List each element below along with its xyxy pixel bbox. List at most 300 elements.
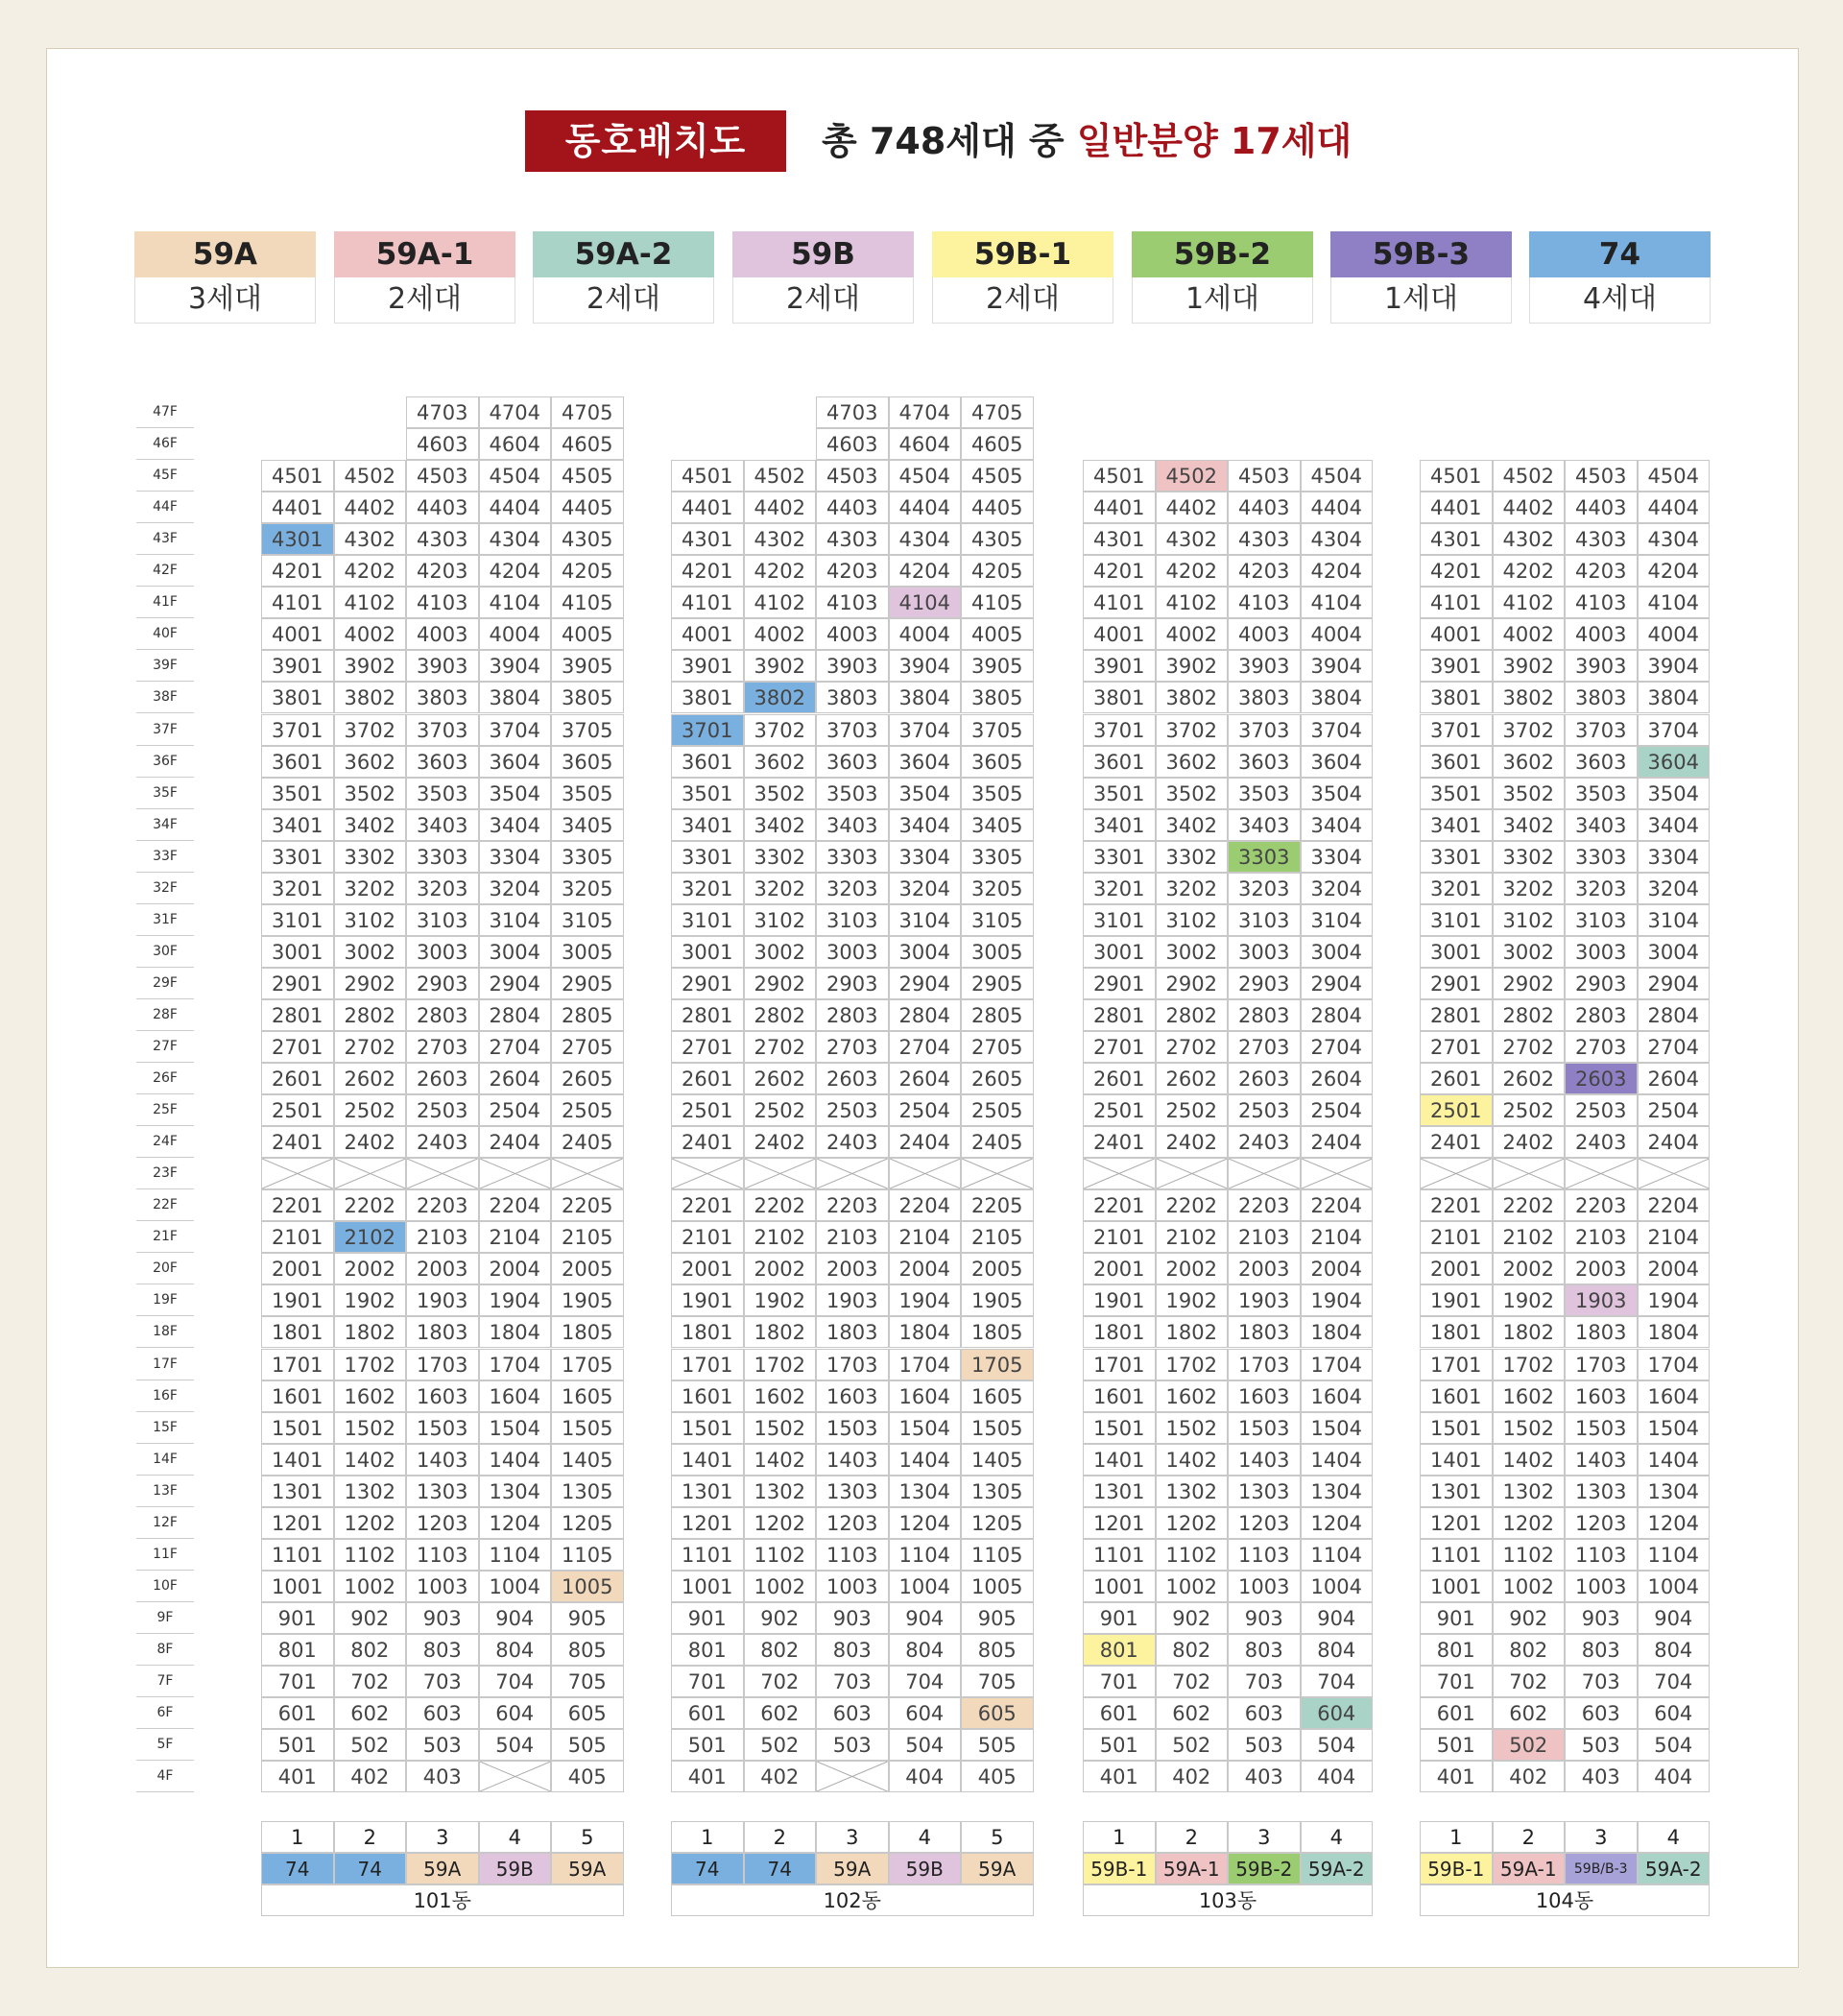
line-number: 1 [1083, 1821, 1156, 1853]
unit-cell: 3302 [334, 841, 407, 873]
unit-cell: 3201 [1420, 873, 1493, 904]
unit-cell: 4402 [334, 492, 407, 523]
unit-cell: 2403 [1228, 1126, 1301, 1158]
sale-unit-cell: 2603 [1565, 1063, 1638, 1094]
unit-cell: 3501 [1420, 778, 1493, 809]
empty-unit-cell [479, 1761, 552, 1792]
unit-cell: 2003 [1565, 1253, 1638, 1284]
unit-cell: 3102 [1493, 904, 1566, 936]
line-type: 59B [889, 1853, 962, 1884]
unit-cell: 403 [1565, 1761, 1638, 1792]
empty-unit-cell [816, 1158, 889, 1189]
unit-cell: 902 [1493, 1602, 1566, 1634]
unit-cell: 2402 [744, 1126, 817, 1158]
unit-cell: 1202 [334, 1507, 407, 1539]
unit-cell: 2905 [551, 968, 624, 999]
unit-cell: 3605 [551, 746, 624, 778]
floor-label: 23F [136, 1158, 194, 1189]
unit-cell: 3001 [1420, 936, 1493, 968]
unit-cell: 1601 [1420, 1380, 1493, 1412]
unit-cell: 801 [261, 1634, 334, 1666]
unit-cell: 1901 [261, 1284, 334, 1316]
unit-cell: 4103 [406, 587, 479, 618]
unit-cell: 1702 [1493, 1349, 1566, 1380]
unit-cell: 2003 [1228, 1253, 1301, 1284]
unit-cell: 1604 [889, 1380, 962, 1412]
unit-cell: 2202 [1156, 1189, 1229, 1221]
unit-cell: 3104 [479, 904, 552, 936]
unit-cell: 2501 [671, 1094, 744, 1126]
unit-cell: 703 [1565, 1666, 1638, 1697]
unit-cell: 3703 [406, 714, 479, 746]
unit-cell: 1602 [1493, 1380, 1566, 1412]
unit-cell: 4501 [1083, 460, 1156, 492]
unit-cell: 401 [261, 1761, 334, 1792]
legend-item-74 [1529, 231, 1711, 324]
unit-cell: 1904 [889, 1284, 962, 1316]
unit-cell: 4103 [816, 587, 889, 618]
unit-cell: 1501 [261, 1412, 334, 1444]
unit-cell: 2004 [889, 1253, 962, 1284]
unit-cell: 3204 [1638, 873, 1711, 904]
unit-cell: 4101 [1083, 587, 1156, 618]
unit-cell: 3301 [1420, 841, 1493, 873]
unit-cell: 601 [261, 1697, 334, 1729]
unit-cell: 1203 [816, 1507, 889, 1539]
unit-cell: 904 [1301, 1602, 1374, 1634]
unit-cell: 2502 [334, 1094, 407, 1126]
unit-cell: 603 [1228, 1697, 1301, 1729]
unit-cell: 2701 [261, 1031, 334, 1063]
floor-label: 41F [136, 587, 194, 618]
floor-label: 4F [136, 1761, 194, 1792]
legend-count-label: 4세대 [1529, 277, 1711, 324]
unit-cell: 4001 [671, 618, 744, 650]
unit-cell: 1302 [334, 1476, 407, 1507]
floor-label: 33F [136, 841, 194, 873]
unit-cell: 705 [551, 1666, 624, 1697]
unit-cell: 1502 [744, 1412, 817, 1444]
unit-cell: 905 [961, 1602, 1034, 1634]
unit-cell: 3004 [479, 936, 552, 968]
unit-cell: 2602 [334, 1063, 407, 1094]
unit-cell: 3604 [1301, 746, 1374, 778]
unit-cell: 4403 [816, 492, 889, 523]
unit-cell: 4203 [816, 555, 889, 587]
unit-cell: 1104 [479, 1539, 552, 1571]
unit-cell: 2701 [671, 1031, 744, 1063]
unit-cell: 603 [1565, 1697, 1638, 1729]
unit-cell: 3901 [671, 650, 744, 682]
unit-cell: 704 [1301, 1666, 1374, 1697]
unit-cell: 503 [1228, 1729, 1301, 1761]
unit-cell: 3701 [1420, 714, 1493, 746]
unit-cell: 3202 [334, 873, 407, 904]
unit-cell: 2505 [961, 1094, 1034, 1126]
unit-cell: 1503 [1228, 1412, 1301, 1444]
unit-cell: 604 [479, 1697, 552, 1729]
unit-cell: 504 [479, 1729, 552, 1761]
unit-cell: 3603 [816, 746, 889, 778]
unit-cell: 1802 [334, 1316, 407, 1348]
unit-cell: 2101 [671, 1221, 744, 1253]
unit-cell: 1303 [406, 1476, 479, 1507]
unit-cell: 1403 [406, 1444, 479, 1476]
unit-cell: 4001 [261, 618, 334, 650]
unit-cell: 703 [406, 1666, 479, 1697]
unit-cell: 1804 [479, 1316, 552, 1348]
unit-cell: 4303 [1228, 523, 1301, 555]
line-type: 59B-1 [1083, 1853, 1156, 1884]
unit-cell: 1704 [479, 1349, 552, 1380]
unit-cell: 1202 [744, 1507, 817, 1539]
unit-cell: 903 [1565, 1602, 1638, 1634]
unit-cell: 3001 [671, 936, 744, 968]
unit-cell: 4404 [889, 492, 962, 523]
unit-cell: 3303 [816, 841, 889, 873]
unit-cell: 1204 [889, 1507, 962, 1539]
unit-cell: 3601 [1083, 746, 1156, 778]
unit-cell: 1504 [889, 1412, 962, 1444]
unit-cell: 2904 [889, 968, 962, 999]
unit-cell: 1401 [671, 1444, 744, 1476]
unit-cell: 3801 [261, 682, 334, 713]
floor-label: 34F [136, 809, 194, 841]
unit-cell: 3003 [1228, 936, 1301, 968]
unit-cell: 1105 [551, 1539, 624, 1571]
floor-label: 35F [136, 778, 194, 809]
unit-cell: 2201 [1420, 1189, 1493, 1221]
unit-cell: 701 [671, 1666, 744, 1697]
unit-cell: 4003 [1565, 618, 1638, 650]
unit-cell: 1901 [1083, 1284, 1156, 1316]
unit-cell: 1902 [744, 1284, 817, 1316]
unit-cell: 4604 [479, 428, 552, 460]
unit-cell: 3803 [1228, 682, 1301, 713]
unit-cell: 4704 [889, 396, 962, 428]
unit-cell: 4504 [479, 460, 552, 492]
unit-cell: 4203 [1228, 555, 1301, 587]
unit-cell: 3303 [1565, 841, 1638, 873]
unit-cell: 1702 [1156, 1349, 1229, 1380]
empty-unit-cell [1638, 1158, 1711, 1189]
sale-unit-cell: 502 [1493, 1729, 1566, 1761]
unit-cell: 2002 [334, 1253, 407, 1284]
unit-cell: 3601 [671, 746, 744, 778]
unit-cell: 4101 [1420, 587, 1493, 618]
unit-cell: 2003 [406, 1253, 479, 1284]
floor-label: 10F [136, 1571, 194, 1602]
unit-cell: 3902 [1493, 650, 1566, 682]
unit-cell: 2005 [551, 1253, 624, 1284]
unit-cell: 2101 [1083, 1221, 1156, 1253]
unit-cell: 2901 [1420, 968, 1493, 999]
unit-cell: 2605 [551, 1063, 624, 1094]
unit-cell: 1401 [261, 1444, 334, 1476]
unit-cell: 3101 [1420, 904, 1493, 936]
unit-cell: 701 [261, 1666, 334, 1697]
unit-cell: 3504 [889, 778, 962, 809]
unit-cell: 3701 [1083, 714, 1156, 746]
unit-cell: 2803 [406, 999, 479, 1031]
unit-cell: 4403 [1228, 492, 1301, 523]
unit-cell: 1002 [334, 1571, 407, 1602]
unit-cell: 4102 [334, 587, 407, 618]
unit-cell: 1602 [334, 1380, 407, 1412]
unit-cell: 2703 [1228, 1031, 1301, 1063]
unit-cell: 4102 [1493, 587, 1566, 618]
unit-cell: 2101 [1420, 1221, 1493, 1253]
unit-cell: 3904 [479, 650, 552, 682]
unit-cell: 2801 [261, 999, 334, 1031]
unit-cell: 3603 [1228, 746, 1301, 778]
unit-cell: 3001 [1083, 936, 1156, 968]
unit-cell: 4203 [1565, 555, 1638, 587]
unit-cell: 2002 [744, 1253, 817, 1284]
line-number: 4 [479, 1821, 552, 1853]
unit-cell: 4204 [889, 555, 962, 587]
unit-cell: 2004 [1301, 1253, 1374, 1284]
unit-cell: 2704 [1301, 1031, 1374, 1063]
floor-label: 22F [136, 1189, 194, 1221]
unit-cell: 2502 [744, 1094, 817, 1126]
legend-count-label: 3세대 [134, 277, 316, 324]
unit-cell: 1304 [889, 1476, 962, 1507]
unit-cell: 903 [816, 1602, 889, 1634]
unit-cell: 3605 [961, 746, 1034, 778]
unit-cell: 2001 [1420, 1253, 1493, 1284]
legend-type-label: 74 [1529, 231, 1711, 277]
unit-cell: 1903 [1228, 1284, 1301, 1316]
unit-cell: 1903 [816, 1284, 889, 1316]
unit-cell: 3002 [1493, 936, 1566, 968]
unit-cell: 2801 [1420, 999, 1493, 1031]
legend-type-label: 59B-1 [932, 231, 1113, 277]
unit-cell: 4501 [261, 460, 334, 492]
unit-cell: 4004 [479, 618, 552, 650]
unit-cell: 402 [1156, 1761, 1229, 1792]
unit-cell: 2704 [889, 1031, 962, 1063]
unit-cell: 1504 [1301, 1412, 1374, 1444]
unit-cell: 3503 [1565, 778, 1638, 809]
unit-cell: 2604 [479, 1063, 552, 1094]
unit-cell: 2902 [334, 968, 407, 999]
unit-cell: 702 [1156, 1666, 1229, 1697]
sale-unit-cell: 604 [1301, 1697, 1374, 1729]
unit-cell: 3901 [1420, 650, 1493, 682]
unit-cell: 2204 [889, 1189, 962, 1221]
unit-cell: 804 [479, 1634, 552, 1666]
building-name: 102동 [671, 1884, 1034, 1916]
unit-cell: 1104 [889, 1539, 962, 1571]
sale-unit-cell: 2501 [1420, 1094, 1493, 1126]
unit-cell: 4704 [479, 396, 552, 428]
unit-cell: 803 [1565, 1634, 1638, 1666]
unit-cell: 2603 [406, 1063, 479, 1094]
unit-cell: 3804 [1301, 682, 1374, 713]
unit-cell: 2501 [261, 1094, 334, 1126]
unit-cell: 1303 [1228, 1476, 1301, 1507]
unit-cell: 2604 [1638, 1063, 1711, 1094]
unit-cell: 4302 [1156, 523, 1229, 555]
line-type: 59B-1 [1420, 1853, 1493, 1884]
unit-cell: 1101 [1420, 1539, 1493, 1571]
floor-label: 38F [136, 682, 194, 713]
unit-cell: 2705 [551, 1031, 624, 1063]
unit-cell: 4002 [1493, 618, 1566, 650]
unit-cell: 3403 [406, 809, 479, 841]
unit-cell: 3505 [551, 778, 624, 809]
unit-cell: 504 [1301, 1729, 1374, 1761]
unit-cell: 2604 [1301, 1063, 1374, 1094]
unit-cell: 1901 [671, 1284, 744, 1316]
unit-cell: 1201 [1083, 1507, 1156, 1539]
unit-cell: 2103 [1565, 1221, 1638, 1253]
unit-cell: 3805 [551, 682, 624, 713]
unit-cell: 1704 [1638, 1349, 1711, 1380]
unit-cell: 2802 [744, 999, 817, 1031]
unit-cell: 3005 [551, 936, 624, 968]
unit-cell: 2802 [1493, 999, 1566, 1031]
unit-cell: 4004 [1638, 618, 1711, 650]
sale-unit-cell: 1005 [551, 1571, 624, 1602]
legend-item-59a-2 [533, 231, 714, 324]
unit-cell: 4501 [1420, 460, 1493, 492]
unit-cell: 4003 [1228, 618, 1301, 650]
unit-cell: 2602 [1493, 1063, 1566, 1094]
unit-cell: 2003 [816, 1253, 889, 1284]
line-number: 1 [261, 1821, 334, 1853]
unit-cell: 1104 [1638, 1539, 1711, 1571]
line-type: 59B/B-3 [1565, 1853, 1638, 1884]
unit-cell: 3001 [261, 936, 334, 968]
unit-cell: 2905 [961, 968, 1034, 999]
unit-cell: 4202 [744, 555, 817, 587]
unit-cell: 2805 [551, 999, 624, 1031]
unit-cell: 3103 [406, 904, 479, 936]
unit-cell: 405 [551, 1761, 624, 1792]
unit-cell: 1701 [1420, 1349, 1493, 1380]
floor-label: 43F [136, 523, 194, 555]
unit-cell: 2602 [744, 1063, 817, 1094]
unit-cell: 1705 [551, 1349, 624, 1380]
empty-unit-cell [1156, 1158, 1229, 1189]
floor-label: 20F [136, 1253, 194, 1284]
line-type: 59A-1 [1156, 1853, 1229, 1884]
unit-cell: 802 [1493, 1634, 1566, 1666]
unit-cell: 2504 [479, 1094, 552, 1126]
unit-cell: 2202 [334, 1189, 407, 1221]
unit-cell: 3501 [1083, 778, 1156, 809]
unit-cell: 1502 [1156, 1412, 1229, 1444]
unit-cell: 3202 [1156, 873, 1229, 904]
unit-cell: 1605 [551, 1380, 624, 1412]
unit-cell: 4305 [551, 523, 624, 555]
unit-cell: 3801 [671, 682, 744, 713]
unit-cell: 3103 [816, 904, 889, 936]
unit-cell: 3402 [1493, 809, 1566, 841]
unit-cell: 3401 [1420, 809, 1493, 841]
unit-cell: 2502 [1156, 1094, 1229, 1126]
unit-cell: 4303 [1565, 523, 1638, 555]
unit-cell: 2603 [816, 1063, 889, 1094]
unit-cell: 802 [744, 1634, 817, 1666]
unit-cell: 3904 [1638, 650, 1711, 682]
unit-cell: 1002 [1156, 1571, 1229, 1602]
unit-cell: 4105 [961, 587, 1034, 618]
unit-cell: 4503 [1565, 460, 1638, 492]
unit-cell: 3902 [744, 650, 817, 682]
unit-cell: 2102 [1156, 1221, 1229, 1253]
unit-cell: 1001 [261, 1571, 334, 1602]
floor-label: 15F [136, 1412, 194, 1444]
unit-cell: 3101 [1083, 904, 1156, 936]
unit-cell: 3104 [1301, 904, 1374, 936]
unit-cell: 3304 [479, 841, 552, 873]
unit-cell: 4301 [1420, 523, 1493, 555]
unit-cell: 2204 [1638, 1189, 1711, 1221]
unit-cell: 702 [744, 1666, 817, 1697]
unit-cell: 1604 [1638, 1380, 1711, 1412]
unit-cell: 3301 [261, 841, 334, 873]
unit-cell: 503 [816, 1729, 889, 1761]
unit-cell: 3304 [1301, 841, 1374, 873]
unit-cell: 2203 [1228, 1189, 1301, 1221]
floor-label: 13F [136, 1476, 194, 1507]
unit-cell: 4303 [406, 523, 479, 555]
line-type: 59B [479, 1853, 552, 1884]
unit-cell: 4204 [1638, 555, 1711, 587]
unit-cell: 804 [1638, 1634, 1711, 1666]
unit-cell: 803 [1228, 1634, 1301, 1666]
unit-cell: 601 [1420, 1697, 1493, 1729]
line-number: 3 [1565, 1821, 1638, 1853]
unit-cell: 2702 [1493, 1031, 1566, 1063]
unit-cell: 3002 [744, 936, 817, 968]
unit-cell: 504 [1638, 1729, 1711, 1761]
unit-cell: 3702 [334, 714, 407, 746]
unit-cell: 1702 [744, 1349, 817, 1380]
unit-cell: 2405 [551, 1126, 624, 1158]
unit-cell: 401 [1420, 1761, 1493, 1792]
summary-highlight: 일반분양 17세대 [1076, 120, 1352, 162]
page-summary [822, 110, 1352, 172]
unit-cell: 4203 [406, 555, 479, 587]
unit-cell: 2402 [1493, 1126, 1566, 1158]
line-type: 59A-2 [1638, 1853, 1711, 1884]
unit-cell: 3805 [961, 682, 1034, 713]
unit-cell: 3904 [1301, 650, 1374, 682]
unit-cell: 1005 [961, 1571, 1034, 1602]
unit-cell: 2801 [1083, 999, 1156, 1031]
unit-cell: 4201 [671, 555, 744, 587]
sale-unit-cell: 605 [961, 1697, 1034, 1729]
sale-unit-cell: 2102 [334, 1221, 407, 1253]
unit-cell: 2204 [479, 1189, 552, 1221]
line-number: 4 [1301, 1821, 1374, 1853]
unit-cell: 1504 [1638, 1412, 1711, 1444]
unit-cell: 1805 [551, 1316, 624, 1348]
unit-cell: 2104 [1638, 1221, 1711, 1253]
unit-cell: 1601 [671, 1380, 744, 1412]
unit-cell: 4201 [1083, 555, 1156, 587]
unit-cell: 1704 [889, 1349, 962, 1380]
unit-cell: 4301 [1083, 523, 1156, 555]
unit-cell: 4503 [406, 460, 479, 492]
unit-cell: 4401 [261, 492, 334, 523]
unit-cell: 2403 [406, 1126, 479, 1158]
unit-cell: 3702 [1156, 714, 1229, 746]
